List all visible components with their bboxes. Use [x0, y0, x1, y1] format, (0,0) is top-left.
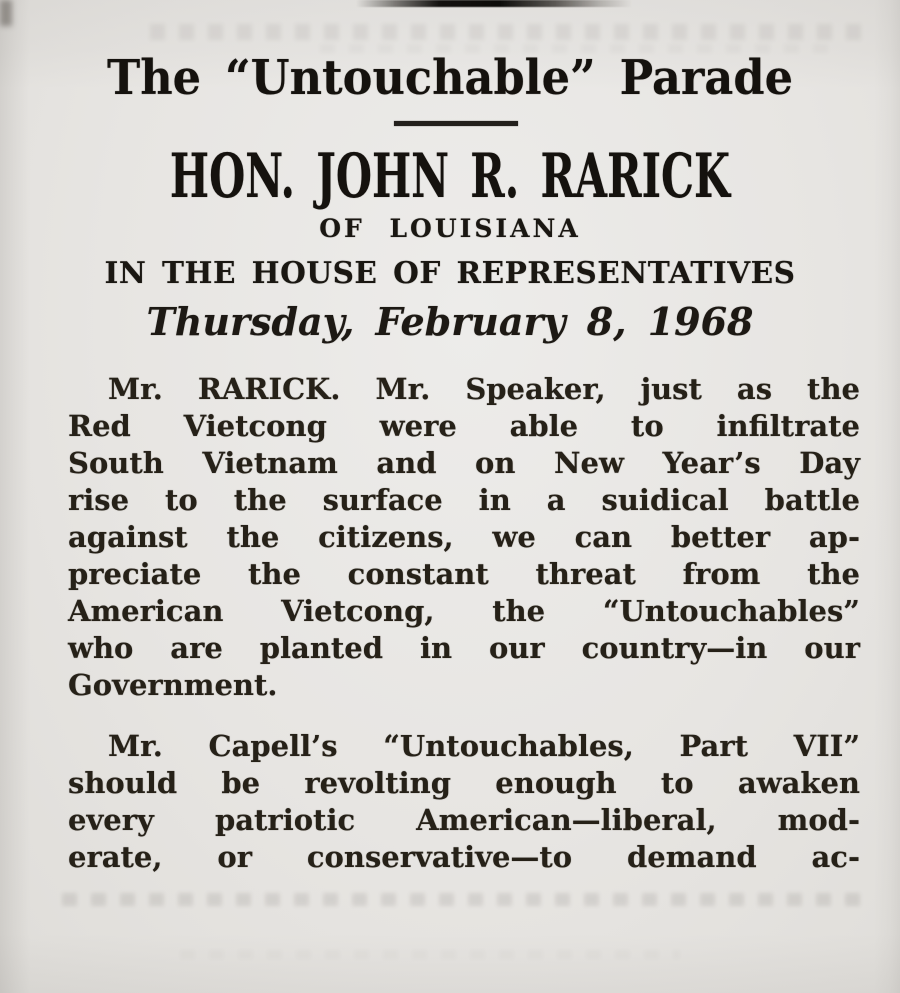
body-line: erate, or conservative—to demand ac-: [68, 840, 860, 874]
body-line: South Vietnam and on New Year’s Day: [68, 446, 860, 480]
body-line: Red Vietcong were able to infiltrate: [68, 409, 860, 443]
paragraph: [68, 371, 860, 704]
scan-artifact-ghost-text: [62, 893, 862, 906]
body-line: who are planted in our country—in our: [68, 631, 860, 665]
body-line: should be revolting enough to awaken: [68, 766, 860, 800]
scan-artifact-ghost-text: [150, 24, 870, 40]
date-line: Thursday, February 8, 1968: [146, 299, 754, 344]
body-line: preciate the constant threat from the: [68, 557, 860, 591]
article-body: [68, 371, 860, 876]
body-line: rise to the surface in a suidical battle: [68, 483, 860, 517]
body-line: every patriotic American—liberal, mod-: [68, 803, 860, 837]
scan-artifact-ghost-text: [180, 950, 680, 959]
body-line: Mr. RARICK. Mr. Speaker, just as the: [108, 372, 860, 406]
scan-artifact-corner-smudge: [0, 0, 12, 26]
body-line: American Vietcong, the “Untouchables”: [68, 594, 860, 628]
chamber-line: IN THE HOUSE OF REPRESENTATIVES: [104, 256, 796, 291]
body-line: Government.: [68, 668, 278, 702]
speaker-state-line: OF LOUISIANA: [319, 214, 581, 243]
body-line: against the citizens, we can better ap-: [68, 520, 860, 554]
speaker-name-heading: HON. JOHN R. RARICK: [169, 141, 731, 212]
paragraph: [68, 728, 860, 876]
body-line: Mr. Capell’s “Untouchables, Part VII”: [108, 729, 860, 763]
scan-artifact-top-bar: [356, 0, 632, 7]
article-title: The “Untouchable” Parade: [107, 50, 793, 106]
title-divider-rule: [394, 121, 518, 126]
